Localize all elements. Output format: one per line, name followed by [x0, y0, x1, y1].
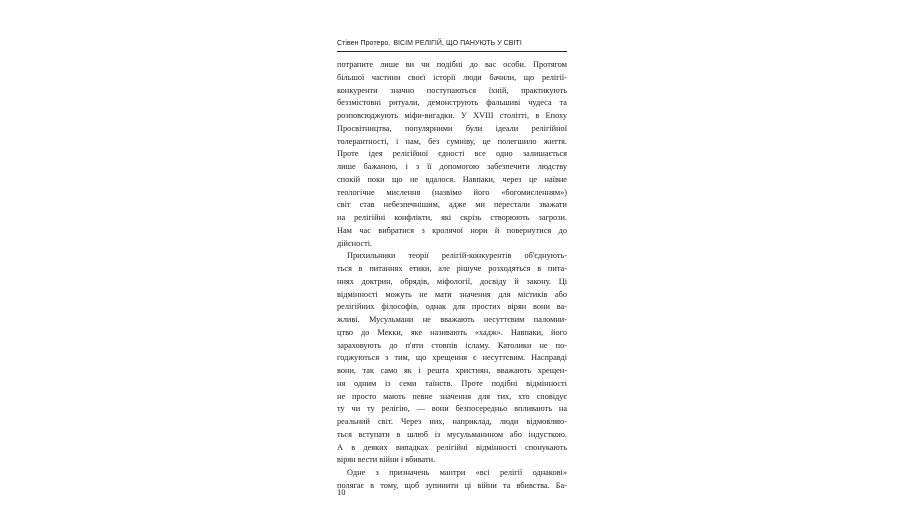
text-line: не просто мають певне значення для тих, хто сповідує [337, 391, 567, 401]
header-rule [337, 51, 567, 52]
text-line: світ став небезпечнішим, адже ми перестали зважати [337, 200, 567, 210]
text-line: релігійних філософів, однак для простих вірян вони ва- [337, 302, 567, 312]
text-line: беззмістовні ритуали, демонструють фальшиві чудеса та [337, 98, 567, 108]
text-line: годжуються з тим, що хрещення є несуттєвим. Насправді [337, 353, 567, 363]
text-line: толерантності, і нам, без сумніву, це полегшило життя. [337, 136, 567, 146]
text-line: Просвітництва, популярними були ідеали релігійної [337, 123, 567, 133]
text-line: Нам час вибратися з кролячої нори й повернутися до [337, 225, 567, 235]
text-line: конкуренти значно поступаються їхній, практикують [337, 85, 567, 95]
text-line: ться вступати в шлюб із мусульманином або індусткою. [337, 429, 567, 439]
text-line: більшої частини своєї історії люди бачили, що релігії- [337, 72, 567, 82]
text-line: теологічне мислення (назвімо його «богомисленням») [337, 187, 567, 197]
text-line: зараховують до п'яти стовпів ісламу. Католики не по- [337, 340, 567, 350]
text-line: Проте ідея релігійної єдності все одно залишається [337, 149, 567, 159]
text-line: Одне з призначень мантри «всі релігії однакові» [347, 468, 567, 477]
running-head-title: ВІСІМ РЕЛІГІЙ, ЩО ПАНУЮТЬ У СВІТІ [393, 40, 522, 47]
text-line: жливі. Мусульмани не вважають несуттєвим паломни- [337, 315, 567, 324]
text-line: вірян вести війни і вбивати. [337, 455, 436, 465]
text-line: ня одним із семи таїнств. Проте подібні відмінності [337, 378, 567, 388]
text-line: розповсюджують міфи-вигадки. У XVIII столітті, в Епоху [337, 111, 567, 120]
text-line: цтво до Мекки, яке називають «хадж». Навпаки, його [337, 327, 567, 337]
text-line: потрапите лише ви чи подібні до вас особи. Протягом [337, 60, 567, 69]
running-head [337, 40, 577, 47]
text-line: дійсності. [337, 238, 373, 248]
text-line: А в деяких випадках релігійні відмінності спонукають [337, 442, 567, 452]
text-line: відмінності можуть не мати значення для містиків або [337, 289, 567, 299]
text-line: ту чи ту релігію, — вони безпосередньо впливають на [337, 404, 567, 414]
text-line: лише бажаною, і з її допомогою забезпечити людству [337, 162, 567, 171]
text-line: полягає в тому, щоб зупинити ці війни та вбивства. Ба- [337, 480, 567, 490]
text-line: на релігійні конфлікти, які скрізь створюють загрози. [337, 213, 567, 222]
text-line: ться в питаннях етики, але рішуче розходяться в пита- [337, 264, 567, 273]
page-number: 10 [337, 487, 346, 497]
text-line: ннях доктрин, обрядів, міфології, досвіду й закону. Ці [337, 276, 567, 286]
text-line: реальний світ. Через них, наприклад, люди відмовляю- [337, 417, 567, 426]
text-line: спокій поки що не вдалося. Навпаки, через це наївне [337, 174, 567, 184]
running-head-author: Стівен Протеро. [337, 40, 391, 47]
text-line: вони, так само як і решта християн, вважають хрещен- [337, 366, 567, 375]
text-line: Прихильники теорії релігій-конкурентів об'єднують- [347, 251, 567, 261]
body-text [337, 59, 567, 493]
